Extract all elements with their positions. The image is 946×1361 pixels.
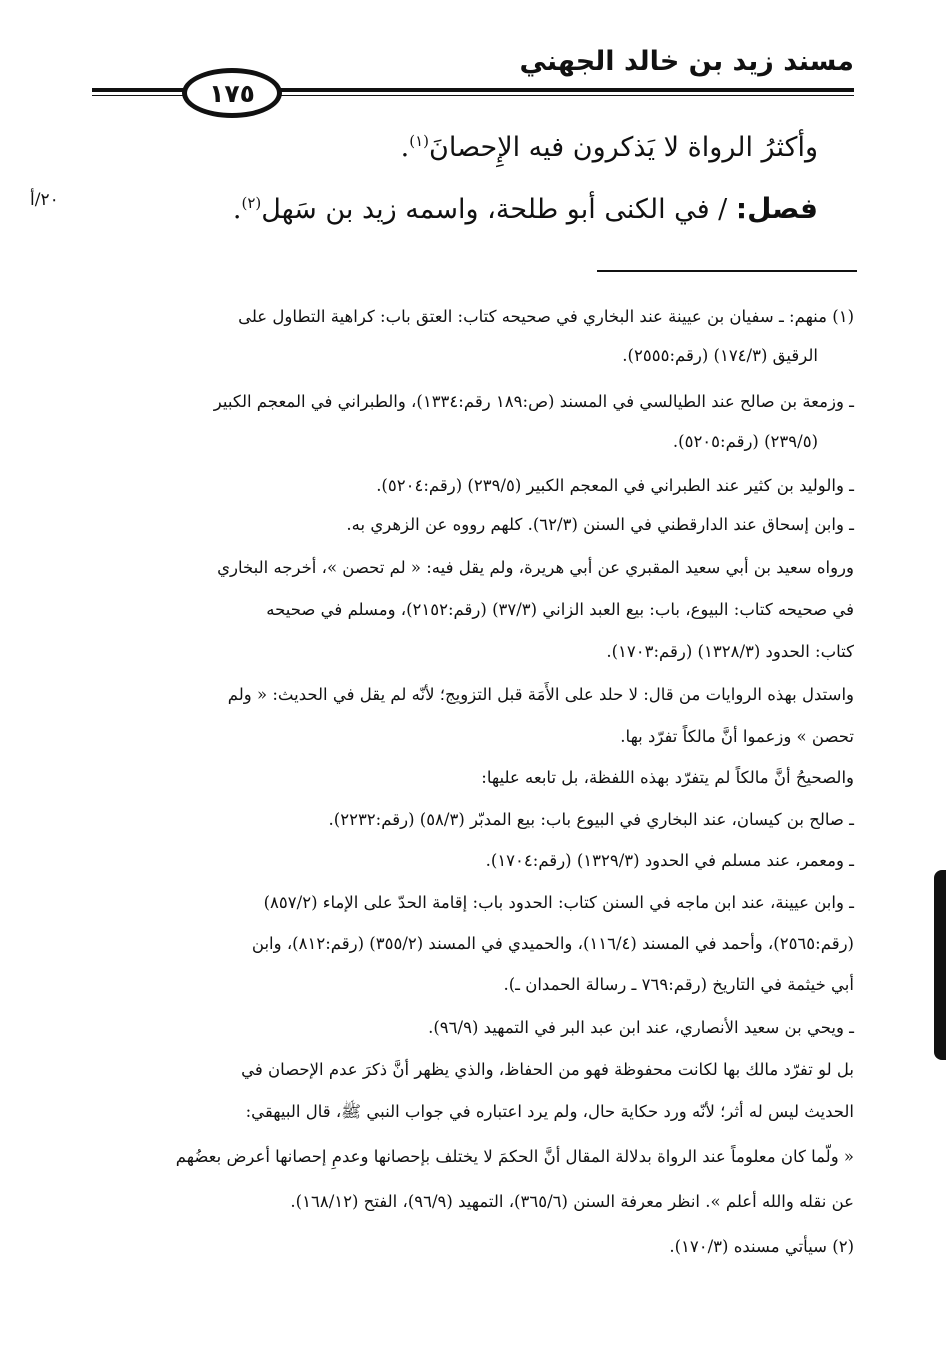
footnote-line: ـ وزمعة بن صالح عند الطيالسي في المسند (ص:١٨٩ رقم:١٣٣٤)، والطبراني في المعجم الكبير [213,392,854,411]
footnote-line: ـ وابن إسحاق عند الدارقطني في السنن (٦٢/٣). كلهم رووه عن الزهري به. [346,515,854,534]
footnote-line: تحصن » وزعموا أنَّ مالكاً تفرّد بها. [620,727,854,746]
page-number: ١٧٥ [209,78,255,108]
footnote-line: ـ صالح بن كيسان، عند البخاري في البيوع باب: بيع المدبّر (٥٨/٣) (رقم:٢٢٣٢). [328,810,854,829]
margin-note: ٢٠/أ [30,190,59,210]
footnote-ref-2: (٢) [241,194,262,212]
footnote-separator [597,270,857,272]
footnote-line: الرقيق (١٧٤/٣) (رقم:٢٥٥٥). [622,346,818,365]
footnote-line: بل لو تفرّد مالك بها لكانت محفوظة فهو من الحفاظ، والذي يظهر أنَّ ذكرَ عدم الإحصان في [241,1060,854,1079]
scan-edge-shadow [934,870,946,1060]
footnote-line: في صحيحه كتاب: البيوع، باب: بيع العبد الزاني (٣٧/٣) (رقم:٢١٥٢)، ومسلم في صحيحه [266,600,854,619]
main-text-line-1 [218,132,818,163]
main-text: / في الكنى أبو طلحة، واسمه زيد بن سَهل [261,194,728,225]
footnote-line: ـ والوليد بن كثير عند الطبراني في المعجم الكبير (٢٣٩/٥) (رقم:٥٢٠٤). [376,476,854,495]
footnote-line: الحديث ليس له أثر؛ لأنّه ورد حكاية حال، ولم يرد اعتباره في جواب النبي ﷺ، قال البيهقي: [245,1102,854,1121]
footnote-line: ـ ومعمر، عند مسلم في الحدود (١٣٢٩/٣) (رقم:١٧٠٤). [485,851,854,870]
footnote-line: والصحيحُ أنَّ مالكاً لم يتفرّد بهذه اللفظة، بل تابعه عليها: [481,768,854,787]
footnote-line: ـ ويحي بن سعيد الأنصاري، عند ابن عبد البر في التمهيد (٩٦/٩). [428,1018,854,1037]
footnote-line: ـ وابن عيينة، عند ابن ماجه في السنن كتاب: الحدود باب: إقامة الحدّ على الإماء (٨٥٧/٢) [263,893,854,912]
section-label: فصل: [735,192,818,225]
page-number-oval [182,68,282,118]
main-text-end: . [400,132,410,163]
footnote-line: « ولّما كان معلوماً عند الرواة بدلالة المقال أنَّ الحكمَ لا يختلف بإحصانها وعدمِ إحصانها أعرض بعضُهم [175,1147,854,1166]
main-text: وأكثرُ الرواة لا يَذكرون فيه الإِحصانَ [429,132,818,163]
footnote-line: عن نقله والله أعلم ». انظر معرفة السنن (٣٦٥/٦)، التمهيد (٩٦/٩)، الفتح (١٦٨/١٢). [290,1192,854,1211]
footnote-ref-1: (١) [409,132,430,150]
footnote-line: (رقم:٢٥٦٥)، وأحمد في المسند (١١٦/٤)، والحميدي في المسند (٣٥٥/٢) (رقم:٨١٢)، وابن [251,934,854,953]
footnote-line: (١) منهم: ـ سفيان بن عيينة عند البخاري في صحيحه كتاب: العتق باب: كراهية التطاول على [238,307,854,326]
main-text-line-2 [218,192,818,225]
footnote-line: أبي خيثمة في التاريخ (رقم:٧٦٩ ـ رسالة الحمدان ـ). [503,975,854,994]
running-title: مسند زيد بن خالد الجهني [519,46,854,77]
footnote-line: (٢) سيأتي مسنده (١٧٠/٣). [669,1237,854,1256]
footnote-line: (٢٣٩/٥) (رقم:٥٢٠٥). [672,432,818,451]
footnote-line: كتاب: الحدود (١٣٢٨/٣) (رقم:١٧٠٣). [606,642,854,661]
footnote-line: واستدل بهذه الروايات من قال: لا حلد على الأَمَة قبل التزويج؛ لأنّه لم يقل في الحديث: « ولم [227,685,854,704]
footnote-line: ورواه سعيد بن أبي سعيد المقبري عن أبي هريرة، ولم يقل فيه: « لم تحصن »، أخرجه البخاري [217,558,854,577]
main-text-end: . [232,194,242,225]
